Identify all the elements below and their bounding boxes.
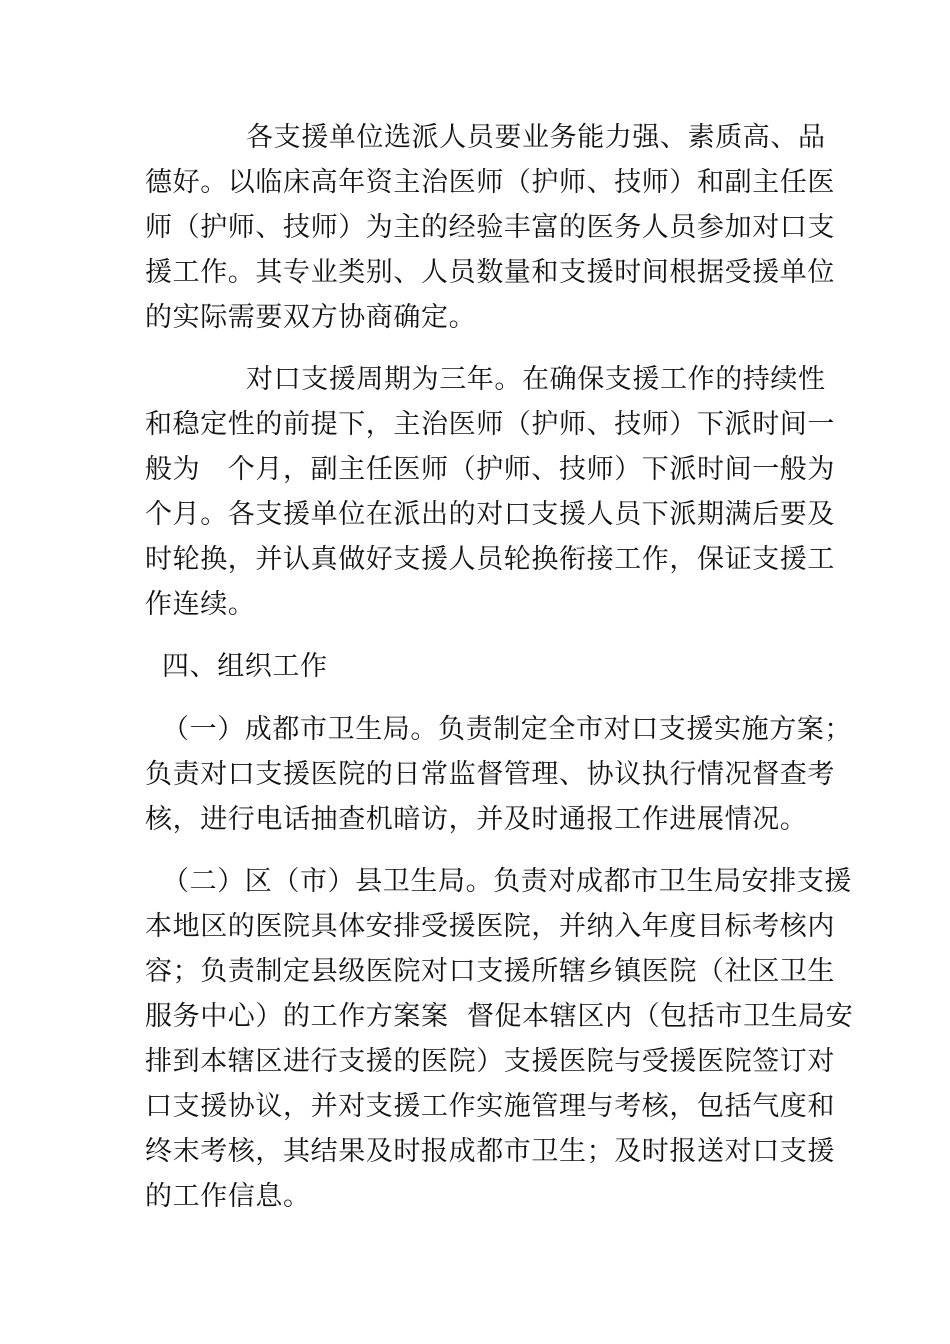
paragraph-line: 终末考核，其结果及时报成都市卫生；及时报送对口支援 [145, 1136, 835, 1167]
paragraph-line: 容；负责制定县级医院对口支援所辖乡镇医院（社区卫生 [145, 956, 835, 987]
paragraph-line: 个月。各支援单位在派出的对口支援人员下派期满后要及 [145, 499, 835, 530]
paragraph-line: 对口支援周期为三年。在确保支援工作的持续性 [246, 364, 826, 395]
paragraph-line: 服务中心）的工作方案案 督促本辖区内（包括市卫生局安 [145, 1001, 854, 1032]
paragraph-line: 各支援单位选派人员要业务能力强、素质高、品 [246, 122, 826, 153]
paragraph-line: 口支援协议，并对支援工作实施管理与考核，包括气度和 [145, 1091, 835, 1122]
paragraph-line: （一）成都市卫生局。负责制定全市对口支援实施方案； [162, 714, 852, 745]
paragraph-line: 负责对口支援医院的日常监督管理、协议执行情况督查考 [145, 759, 835, 790]
paragraph-line: 排到本辖区进行支援的医院）支援医院与受援医院签订对 [145, 1046, 835, 1077]
paragraph-line: 师（护师、技师）为主的经验丰富的医务人员参加对口支 [145, 212, 835, 243]
paragraph-line: 和稳定性的前提下，主治医师（护师、技师）下派时间一 [145, 409, 835, 440]
paragraph-line: 般为 个月，副主任医师（护师、技师）下派时间一般为 [145, 454, 835, 485]
paragraph-line: 时轮换，并认真做好支援人员轮换衔接工作，保证支援工 [145, 544, 835, 575]
paragraph-line: 作连续。 [145, 589, 256, 620]
paragraph-line: 的工作信息。 [145, 1181, 311, 1212]
section-heading-text: 四、组织工作 [162, 651, 328, 682]
paragraph-line: 本地区的医院具体安排受援医院，并纳入年度目标考核内 [145, 911, 835, 942]
paragraph-line: 援工作。其专业类别、人员数量和支援时间根据受援单位 [145, 257, 835, 288]
paragraph-line: （二）区（市）县卫生局。负责对成都市卫生局安排支援 [162, 866, 852, 897]
paragraph-line: 核，进行电话抽查机暗访，并及时通报工作进展情况。 [145, 804, 808, 835]
paragraph-line: 的实际需要双方协商确定。 [145, 302, 477, 333]
paragraph-line: 德好。以临床高年资主治医师（护师、技师）和副主任医 [145, 167, 835, 198]
